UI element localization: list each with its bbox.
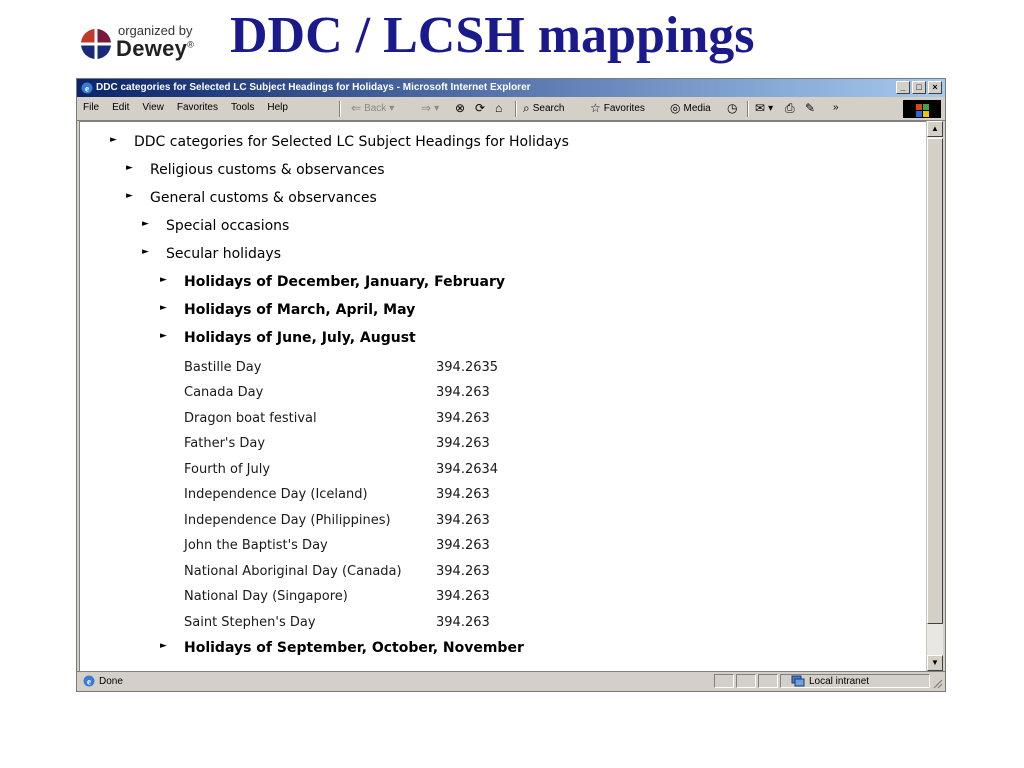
menu-edit[interactable]: Edit [112,102,130,113]
expand-triangle-icon: ► [110,135,117,145]
menu-view[interactable]: View [142,102,164,113]
page-content: ► DDC categories for Selected LC Subject Headings for Holidays ► Religious customs & observances ► General customs & observances ► Special occasions ► Secular holidays ► Holidays of December, January, February ► Holidays of March, April, May ► Holidays of June, July, August Bastille Day 394.2635 Canada Day 394.263 Dragon boat festival 394.263 Father's Day 394.263 Fourth of July 394.2634 Independence Day (Iceland) 394.263 Independence Day (Philippines) 394.263 John the Baptist's Day 394.263 National Aboriginal Day (Canada) 394.263 National Day (Singapore) 394.263 Saint Stephen's Day 394.263 ► Holidays of September, October, November [79,121,928,671]
intranet-zone-icon [791,675,805,687]
status-text: Done [99,675,123,687]
svg-text:e: e [87,676,91,687]
scroll-down-button[interactable]: ▼ [927,655,943,671]
forward-arrow-icon: ⇒ [421,101,432,115]
more-tools-button[interactable]: » [833,102,839,113]
scroll-thumb[interactable] [927,138,943,624]
media-icon: ◎ [670,101,681,115]
menu-toolbar [77,98,945,121]
expand-triangle-icon: ► [160,641,167,651]
vertical-scrollbar[interactable] [926,121,943,671]
menu-tools[interactable]: Tools [230,102,255,113]
list-item: Dragon boat festival 394.263 [184,411,490,426]
scroll-up-button[interactable]: ▲ [927,121,943,137]
logo-tagline: organized by [118,23,193,38]
refresh-button[interactable] [475,102,485,114]
menu-file[interactable]: File [83,102,100,113]
resize-grip-icon[interactable] [931,677,943,689]
search-icon: ⌕ [523,101,530,115]
page-done-icon [83,675,95,687]
chevron-down-icon: ▾ [389,102,395,114]
close-button[interactable]: × [928,81,942,94]
window-title: DDC categories for Selected LC Subject Headings for Holidays - Microsoft Internet Explorer [96,82,531,93]
list-item: Bastille Day 394.2635 [184,360,499,375]
menu-help[interactable]: Help [267,102,288,113]
edit-icon: ✎ [805,101,816,115]
forward-button[interactable] [421,102,439,114]
menu-favorites[interactable]: Favorites [176,102,218,113]
slide-title: DDC / LCSH mappings [230,7,755,64]
stop-button[interactable] [455,102,465,114]
list-item: Independence Day (Iceland) 394.263 [184,487,490,502]
history-icon: ◷ [727,101,738,115]
zone-label: Local intranet [809,675,870,687]
expand-triangle-icon: ► [142,219,149,229]
chevron-down-icon: ▾ [434,102,440,114]
print-icon: ⎙ [785,101,795,115]
stop-icon: ⊗ [455,101,466,115]
mail-button[interactable] [755,102,773,114]
back-arrow-icon: ⇐ [351,101,362,115]
refresh-icon: ⟳ [475,101,486,115]
expand-triangle-icon: ► [142,247,149,257]
minimize-button[interactable]: _ [896,81,910,94]
expand-triangle-icon: ► [160,275,167,285]
home-icon: ⌂ [495,101,503,115]
edit-button[interactable] [805,102,815,114]
history-button[interactable] [727,102,737,114]
list-item: John the Baptist's Day 394.263 [184,538,490,553]
favorites-button[interactable]: ☆ Favorites [590,101,645,115]
list-item: National Aboriginal Day (Canada) 394.263 [184,564,490,579]
list-item: Canada Day 394.263 [184,385,490,400]
chevron-down-icon: ▾ [768,102,774,114]
home-button[interactable] [495,102,502,114]
globe-icon [80,28,112,60]
logo-wordmark: Dewey® [116,36,195,61]
star-icon: ☆ [590,101,601,115]
browser-window [76,78,946,692]
window-titlebar[interactable] [77,79,945,97]
expand-triangle-icon: ► [160,303,167,313]
list-item: Independence Day (Philippines) 394.263 [184,513,490,528]
list-item: National Day (Singapore) 394.263 [184,589,490,604]
print-button[interactable] [785,102,795,114]
maximize-button[interactable]: □ [912,81,926,94]
list-item: Fourth of July 394.2634 [184,462,499,477]
expand-triangle-icon: ► [126,191,133,201]
back-button[interactable]: ⇐ Back ▾ [351,101,395,115]
list-item: Father's Day 394.263 [184,436,490,451]
search-button[interactable]: ⌕ Search [523,101,565,115]
ie-icon [81,82,93,94]
dewey-logo [78,22,208,66]
mail-icon: ✉ [755,101,766,115]
windows-logo-icon [903,100,941,118]
media-button[interactable]: ◎ Media [670,101,711,115]
status-bar [77,671,945,691]
expand-triangle-icon: ► [126,163,133,173]
expand-triangle-icon: ► [160,331,167,341]
list-item: Saint Stephen's Day 394.263 [184,615,490,630]
svg-text:e: e [85,83,89,94]
